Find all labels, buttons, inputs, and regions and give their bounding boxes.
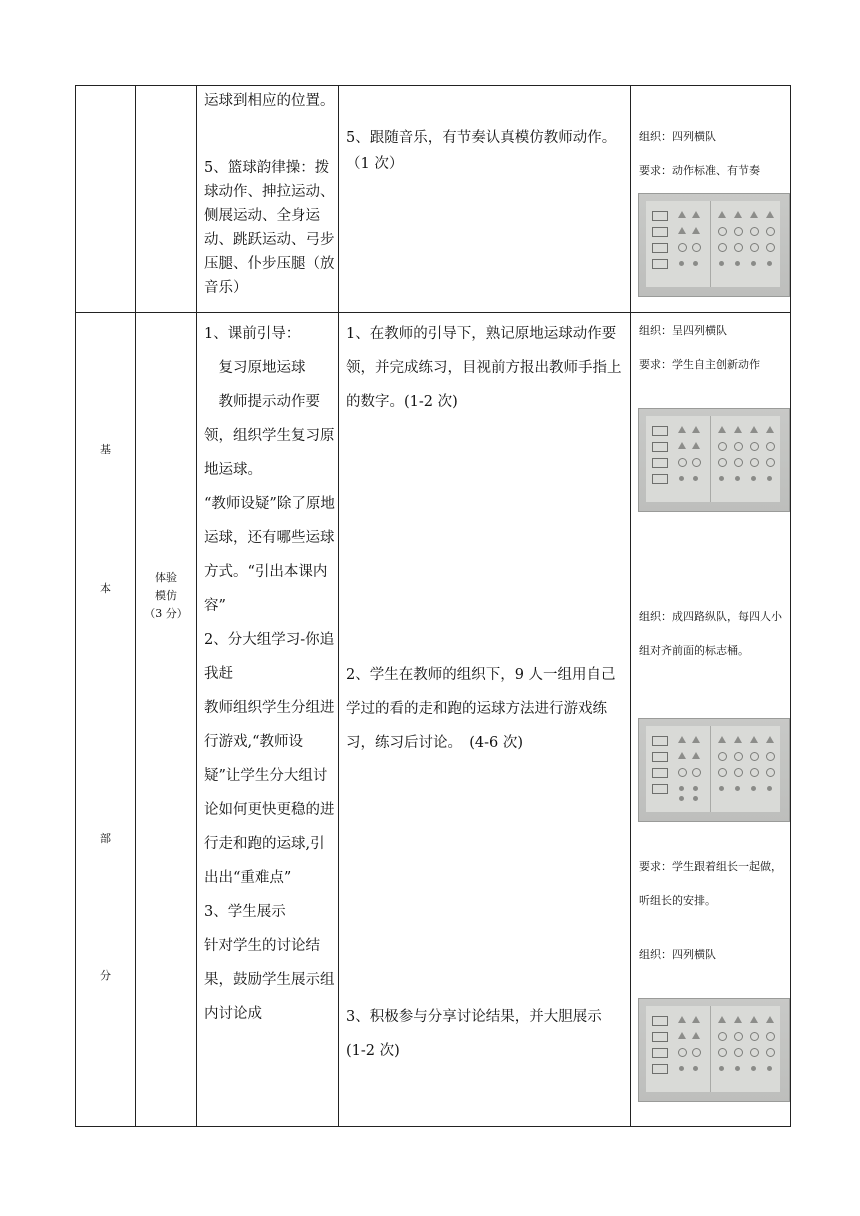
content-item: 针对学生的讨论结果，鼓励学生展示组内讨论成 — [204, 938, 335, 1022]
row2-organization-1: 组织：呈四列横队 — [639, 324, 727, 337]
row2-student-activity-1: 1、在教师的引导下，熟记原地运球动作要领，并完成练习，目视前方报出教师手指上的数字。(1-2 次) — [346, 326, 622, 410]
section-char-1: 基 — [100, 443, 111, 456]
stage-line-1: 体验 — [155, 571, 177, 584]
content-item: 复习原地运球 — [204, 360, 306, 376]
content-item: 2、分大组学习-你追我赶 — [204, 632, 335, 682]
content-item: 教师组织学生分组进行游戏,“教师设疑”让学生分大组讨论如何更快更稳的进行走和跑的运球,引出出“重难点” — [204, 700, 335, 886]
content-item: 1、课前引导： — [204, 326, 301, 342]
section-char-4: 分 — [100, 969, 111, 982]
row1-content-a: 运球到相应的位置。 — [204, 93, 335, 109]
formation-photo-2 — [638, 408, 790, 512]
row2-organization-2: 组织：成四路纵队，每四人小组对齐前面的标志桶。 — [639, 610, 782, 657]
row2-requirement-1: 要求：学生自主创新动作 — [639, 358, 760, 371]
content-item: 教师提示动作要领，组织学生复习原地运球。 — [204, 394, 335, 478]
row2-organization-3: 组织：四列横队 — [639, 948, 716, 961]
section-char-2: 本 — [100, 582, 111, 595]
row1-requirement: 要求：动作标准、有节奏 — [639, 164, 760, 177]
row1-organization: 组织：四列横队 — [639, 130, 716, 143]
formation-photo-4 — [638, 998, 790, 1102]
stage-line-3: （3 分） — [144, 607, 188, 620]
row2-student-activity-3: 3、积极参与分享讨论结果，并大胆展示 (1-2 次) — [346, 1009, 602, 1059]
row2-requirement-2: 要求：学生跟着组长一起做，听组长的安排。 — [639, 860, 782, 907]
row2-student-activity-2: 2、学生在教师的组织下，9 人一组用自己学过的看的走和跑的运球方法进行游戏练习，练习后讨论。 (4-6 次) — [346, 667, 616, 751]
row1-content-b: 5、篮球韵律操：拨球动作、抻拉运动、侧展运动、全身运动、跳跃运动、弓步压腿、仆步压腿（放音乐） — [204, 160, 335, 296]
stage-label — [137, 569, 195, 623]
row2-teacher-content — [204, 317, 336, 1031]
formation-photo-1 — [638, 193, 790, 297]
row1-student-activity: 5、跟随音乐，有节奏认真模仿教师动作。（1 次） — [346, 130, 617, 172]
stage-line-2: 模仿 — [155, 589, 177, 602]
content-item: “教师设疑”除了原地运球，还有哪些运球方式。“引出本课内容” — [204, 496, 335, 614]
section-char-3: 部 — [100, 832, 111, 845]
content-item: 3、学生展示 — [204, 904, 286, 920]
formation-photo-3 — [638, 718, 790, 822]
